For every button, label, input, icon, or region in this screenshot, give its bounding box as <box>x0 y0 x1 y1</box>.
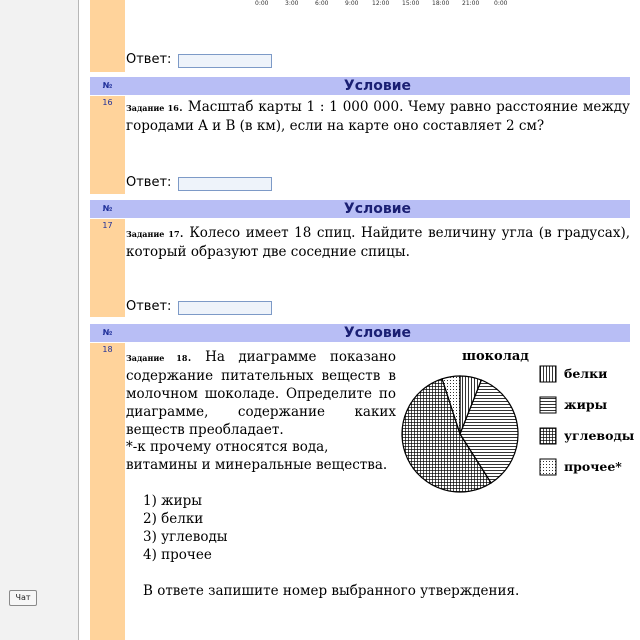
axis-tick: 21:00 <box>462 0 480 7</box>
task-label: Задание 17 <box>126 229 180 239</box>
option: 1) жиры <box>143 493 202 509</box>
task-number: 16 <box>102 98 113 107</box>
axis-tick: 9:00 <box>345 0 359 7</box>
chat-button[interactable]: Чат <box>9 590 37 606</box>
chart-title: шоколад <box>462 349 529 364</box>
left-panel <box>0 0 79 640</box>
task-body: . На диаграмме показано содержание питательных веществ в молочном шоколаде. Определите по диаграмме, содержание каких веществ преобладает. <box>126 349 397 438</box>
legend-swatch <box>540 459 556 475</box>
number-header: № <box>102 81 113 90</box>
axis-tick: 18:00 <box>432 0 450 7</box>
condition-header: Условие <box>343 78 412 94</box>
task-17-text <box>126 224 630 261</box>
legend-swatch <box>540 428 556 444</box>
table-header <box>90 324 630 342</box>
task-16-text <box>126 98 630 135</box>
legend-swatch <box>540 366 556 382</box>
task-label: Задание 18 <box>126 353 188 363</box>
legend-swatch <box>540 397 556 413</box>
task-body: . Масштаб карты 1 : 1 000 000. Чему равно расстояние между городами A и B (в км), если на карте оно составляет 2 см? <box>126 99 631 134</box>
legend-label: жиры <box>564 397 608 412</box>
number-column <box>90 219 125 317</box>
pie-slices <box>402 376 518 492</box>
number-column <box>90 343 125 640</box>
task-number: 17 <box>102 221 113 230</box>
axis-tick: 0:00 <box>255 0 269 7</box>
legend-label: углеводы <box>564 428 635 443</box>
legend-label: прочее* <box>564 459 622 474</box>
option: 2) белки <box>143 511 204 527</box>
task-body: . Колесо имеет 18 спиц. Найдите величину угла (в градусах), который образуют две соседние спицы. <box>126 225 630 260</box>
option: 3) углеводы <box>143 529 228 545</box>
answer-input[interactable] <box>178 54 272 68</box>
answer-label: Ответ: <box>126 175 172 190</box>
condition-header: Условие <box>343 201 412 217</box>
axis-tick: 6:00 <box>315 0 329 7</box>
table-header <box>90 200 630 218</box>
number-column <box>90 96 125 194</box>
answer-input[interactable] <box>178 301 272 315</box>
condition-header: Условие <box>343 325 412 341</box>
axis-tick: 12:00 <box>372 0 390 7</box>
answer-label: Ответ: <box>126 52 172 67</box>
pie-chart <box>398 346 638 496</box>
answer-label: Ответ: <box>126 299 172 314</box>
axis-tick: 3:00 <box>285 0 299 7</box>
axis-tick: 0:00 <box>494 0 508 7</box>
table-header <box>90 77 630 95</box>
number-header: № <box>102 328 113 337</box>
task-note: *-к прочему относятся вода, витамины и минеральные вещества. <box>126 439 388 473</box>
number-header: № <box>102 204 113 213</box>
legend <box>540 366 635 475</box>
instruction: В ответе запишите номер выбранного утверждения. <box>143 583 520 599</box>
answer-input[interactable] <box>178 177 272 191</box>
task-number: 18 <box>102 345 113 354</box>
axis-tick: 15:00 <box>402 0 420 7</box>
task-label: Задание 16 <box>126 103 179 113</box>
task-18-text <box>126 348 396 439</box>
legend-label: белки <box>564 366 608 381</box>
number-column <box>90 0 125 72</box>
option: 4) прочее <box>143 547 212 563</box>
